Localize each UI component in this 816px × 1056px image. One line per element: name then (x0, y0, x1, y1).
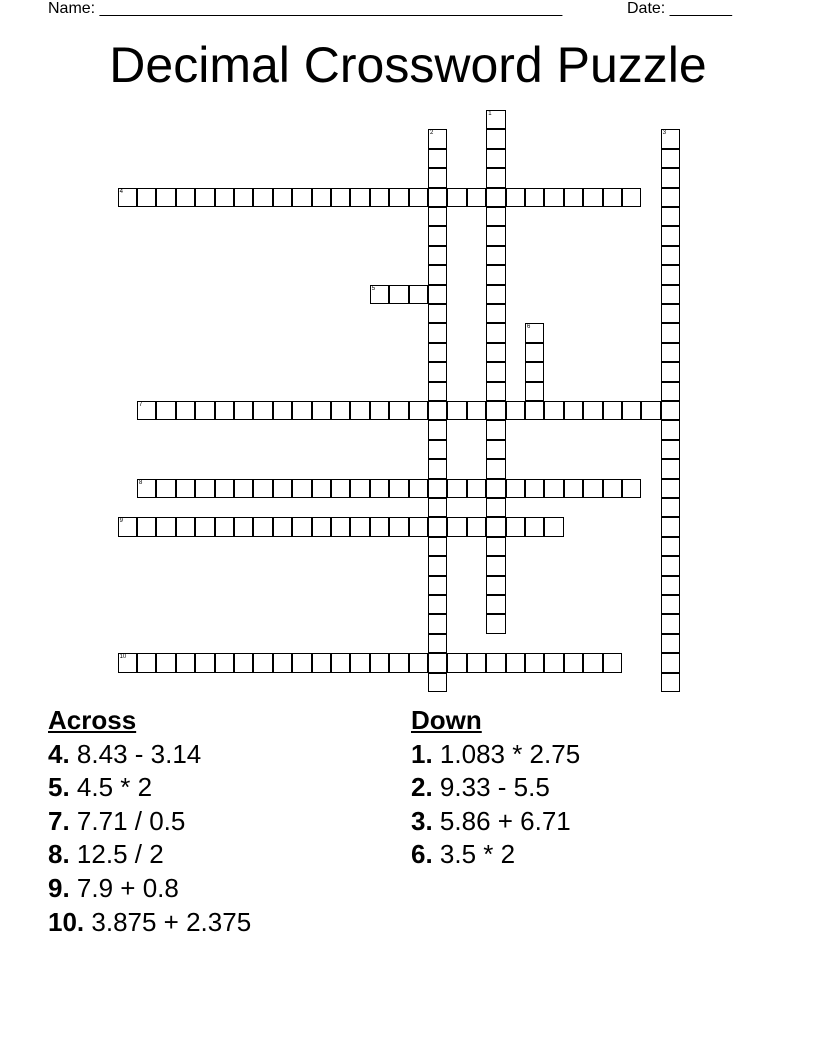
crossword-cell[interactable] (622, 479, 641, 498)
crossword-cell[interactable] (486, 479, 505, 498)
crossword-cell[interactable] (661, 673, 680, 692)
crossword-cell[interactable] (544, 401, 563, 420)
clue-number: 10. (48, 906, 85, 937)
cell-number: 8 (139, 479, 143, 486)
crossword-cell[interactable] (195, 479, 214, 498)
crossword-cell[interactable] (292, 188, 311, 207)
crossword-cell[interactable] (350, 401, 369, 420)
crossword-cell[interactable] (273, 517, 292, 536)
crossword-cell[interactable] (253, 479, 272, 498)
crossword-cell[interactable] (350, 479, 369, 498)
clue-text: 9.33 - 5.5 (439, 772, 550, 803)
crossword-cell[interactable] (525, 188, 544, 207)
crossword-cell[interactable] (447, 401, 466, 420)
down-heading: Down (411, 705, 482, 735)
crossword-cell[interactable] (622, 401, 641, 420)
crossword-cell[interactable] (118, 517, 137, 536)
crossword-cell[interactable] (137, 401, 156, 420)
clue-text: 7.71 / 0.5 (76, 805, 186, 836)
crossword-cell[interactable] (215, 653, 234, 672)
cell-number: 5 (371, 285, 376, 292)
crossword-cell[interactable] (331, 188, 350, 207)
crossword-cell[interactable] (428, 479, 447, 498)
crossword-cell[interactable] (525, 343, 544, 362)
crossword-cell[interactable] (312, 653, 331, 672)
crossword-cell[interactable] (467, 401, 486, 420)
crossword-cell[interactable] (486, 401, 505, 420)
crossword-cell[interactable] (253, 188, 272, 207)
crossword-cell[interactable] (156, 517, 175, 536)
crossword-cell[interactable] (195, 188, 214, 207)
crossword-cell[interactable] (506, 653, 525, 672)
crossword-cell[interactable] (350, 188, 369, 207)
crossword-cell[interactable] (622, 188, 641, 207)
crossword-cell[interactable] (661, 362, 680, 381)
crossword-cell[interactable] (486, 265, 505, 284)
crossword-cell[interactable] (370, 517, 389, 536)
crossword-cell[interactable] (331, 401, 350, 420)
crossword-cell[interactable] (428, 168, 447, 187)
crossword-cell[interactable] (661, 537, 680, 556)
crossword-cell[interactable] (447, 479, 466, 498)
crossword-cell[interactable] (467, 517, 486, 536)
crossword-cell[interactable] (428, 382, 447, 401)
clue-number: 2. (411, 772, 433, 803)
crossword-cell[interactable] (389, 517, 408, 536)
crossword-cell[interactable] (428, 595, 447, 614)
crossword-cell[interactable] (273, 479, 292, 498)
crossword-cell[interactable] (603, 401, 622, 420)
crossword-cell[interactable] (370, 479, 389, 498)
crossword-cell[interactable] (661, 440, 680, 459)
crossword-cell[interactable] (215, 188, 234, 207)
crossword-cell[interactable] (273, 188, 292, 207)
crossword-cell[interactable] (253, 653, 272, 672)
clue-across-5 (48, 771, 251, 805)
crossword-cell[interactable] (661, 129, 680, 148)
crossword-cell[interactable] (661, 401, 680, 420)
crossword-cell[interactable] (428, 459, 447, 478)
crossword-cell[interactable] (661, 285, 680, 304)
cell-number: 7 (139, 402, 143, 408)
crossword-cell[interactable] (486, 304, 505, 323)
crossword-cell[interactable] (428, 226, 447, 245)
crossword-cell[interactable] (370, 401, 389, 420)
clue-text: 3.5 * 2 (439, 839, 516, 870)
clue-across-9 (48, 872, 251, 906)
crossword-cell[interactable] (428, 285, 447, 304)
crossword-cell[interactable] (661, 498, 680, 517)
clue-text: 3.875 + 2.375 (91, 906, 252, 937)
cell-number: 3 (662, 130, 667, 137)
crossword-cell[interactable] (525, 323, 544, 342)
crossword-cell[interactable] (331, 479, 350, 498)
crossword-cell[interactable] (215, 479, 234, 498)
crossword-cell[interactable] (292, 517, 311, 536)
clue-number: 7. (48, 805, 70, 836)
crossword-cell[interactable] (525, 401, 544, 420)
crossword-cell[interactable] (215, 517, 234, 536)
crossword-cell[interactable] (428, 634, 447, 653)
crossword-cell[interactable] (176, 517, 195, 536)
clue-down-3 (411, 805, 580, 839)
crossword-cell[interactable] (486, 498, 505, 517)
down-clues (411, 704, 580, 872)
crossword-cell[interactable] (234, 517, 253, 536)
crossword-cell[interactable] (564, 401, 583, 420)
crossword-cell[interactable] (661, 323, 680, 342)
crossword-cell[interactable] (234, 653, 253, 672)
crossword-cell[interactable] (176, 188, 195, 207)
crossword-cell[interactable] (118, 188, 137, 207)
clue-down-6 (411, 838, 580, 872)
crossword-cell[interactable] (409, 517, 428, 536)
crossword-cell[interactable] (661, 595, 680, 614)
crossword-cell[interactable] (312, 401, 331, 420)
crossword-cell[interactable] (525, 517, 544, 536)
clue-text: 1.083 * 2.75 (439, 738, 581, 769)
crossword-cell[interactable] (661, 653, 680, 672)
cell-number: 6 (527, 324, 531, 331)
crossword-cell[interactable] (583, 479, 602, 498)
crossword-cell[interactable] (486, 129, 505, 148)
crossword-cell[interactable] (486, 382, 505, 401)
clue-across-10 (48, 906, 251, 940)
crossword-cell[interactable] (331, 653, 350, 672)
crossword-cell[interactable] (156, 401, 175, 420)
clue-text: 4.5 * 2 (76, 772, 153, 803)
crossword-cell[interactable] (661, 168, 680, 187)
crossword-cell[interactable] (661, 459, 680, 478)
clue-down-2 (411, 771, 580, 805)
crossword-cell[interactable] (486, 110, 505, 129)
crossword-cell[interactable] (428, 129, 447, 148)
crossword-cell[interactable] (370, 188, 389, 207)
crossword-cell[interactable] (176, 401, 195, 420)
crossword-cell[interactable] (409, 479, 428, 498)
crossword-cell[interactable] (428, 614, 447, 633)
crossword-cell[interactable] (661, 207, 680, 226)
crossword-cell[interactable] (409, 401, 428, 420)
crossword-cell[interactable] (661, 634, 680, 653)
crossword-cell[interactable] (447, 517, 466, 536)
cell-number: 4 (119, 188, 123, 195)
crossword-cell[interactable] (661, 479, 680, 498)
cell-number: 10 (119, 654, 127, 661)
clue-across-8 (48, 838, 251, 872)
crossword-cell[interactable] (156, 653, 175, 672)
crossword-cell[interactable] (234, 479, 253, 498)
crossword-cell[interactable] (506, 517, 525, 536)
crossword-cell[interactable] (486, 595, 505, 614)
crossword-cell[interactable] (661, 420, 680, 439)
crossword-cell[interactable] (506, 479, 525, 498)
crossword-cell[interactable] (544, 479, 563, 498)
crossword-cell[interactable] (661, 382, 680, 401)
crossword-cell[interactable] (350, 517, 369, 536)
crossword-cell[interactable] (312, 188, 331, 207)
crossword-cell[interactable] (486, 537, 505, 556)
clue-number: 3. (411, 805, 433, 836)
crossword-cell[interactable] (176, 479, 195, 498)
crossword-cell[interactable] (661, 343, 680, 362)
crossword-cell[interactable] (486, 459, 505, 478)
clue-text: 8.43 - 3.14 (76, 738, 202, 769)
crossword-cell[interactable] (156, 479, 175, 498)
crossword-cell[interactable] (486, 149, 505, 168)
crossword-cell[interactable] (292, 401, 311, 420)
cell-number: 9 (119, 518, 123, 525)
crossword-cell[interactable] (409, 653, 428, 672)
crossword-cell[interactable] (428, 265, 447, 284)
crossword-cell[interactable] (525, 362, 544, 381)
crossword-cell[interactable] (428, 149, 447, 168)
crossword-cell[interactable] (486, 168, 505, 187)
clue-text: 12.5 / 2 (76, 839, 164, 870)
crossword-cell[interactable] (544, 653, 563, 672)
crossword-cell[interactable] (661, 304, 680, 323)
crossword-cell[interactable] (428, 498, 447, 517)
crossword-cell[interactable] (409, 285, 428, 304)
crossword-cell[interactable] (176, 653, 195, 672)
crossword-cell[interactable] (137, 188, 156, 207)
crossword-cell[interactable] (603, 188, 622, 207)
crossword-cell[interactable] (350, 653, 369, 672)
crossword-cell[interactable] (486, 343, 505, 362)
crossword-cell[interactable] (312, 517, 331, 536)
crossword-cell[interactable] (370, 285, 389, 304)
crossword-cell[interactable] (428, 188, 447, 207)
crossword-cell[interactable] (292, 479, 311, 498)
crossword-cell[interactable] (661, 576, 680, 595)
crossword-cell[interactable] (447, 653, 466, 672)
page-title: Decimal Crossword Puzzle (109, 37, 707, 93)
crossword-cell[interactable] (661, 265, 680, 284)
clue-number: 5. (48, 772, 70, 803)
crossword-cell[interactable] (661, 556, 680, 575)
clue-text: 7.9 + 0.8 (76, 872, 179, 903)
crossword-cell[interactable] (661, 246, 680, 265)
across-heading: Across (48, 705, 137, 735)
crossword-cell[interactable] (428, 576, 447, 595)
crossword-cell[interactable] (331, 517, 350, 536)
crossword-cell[interactable] (486, 207, 505, 226)
crossword-cell[interactable] (234, 188, 253, 207)
clue-down-1 (411, 738, 580, 772)
name-field-label: Name: ____________________________________________________ (48, 0, 563, 17)
crossword-cell[interactable] (195, 653, 214, 672)
crossword-cell[interactable] (370, 653, 389, 672)
crossword-cell[interactable] (506, 188, 525, 207)
crossword-cell[interactable] (486, 362, 505, 381)
crossword-cell[interactable] (525, 653, 544, 672)
crossword-cell[interactable] (137, 653, 156, 672)
crossword-cell[interactable] (273, 401, 292, 420)
crossword-cell[interactable] (583, 188, 602, 207)
crossword-cell[interactable] (467, 188, 486, 207)
crossword-cell[interactable] (428, 343, 447, 362)
crossword-cell[interactable] (564, 188, 583, 207)
crossword-cell[interactable] (428, 556, 447, 575)
cell-number: 1 (488, 111, 492, 117)
crossword-cell[interactable] (603, 479, 622, 498)
clue-number: 1. (411, 738, 433, 769)
crossword-cell[interactable] (409, 188, 428, 207)
crossword-cell[interactable] (564, 479, 583, 498)
crossword-cell[interactable] (486, 440, 505, 459)
crossword-cell[interactable] (389, 188, 408, 207)
crossword-cell[interactable] (486, 653, 505, 672)
crossword-cell[interactable] (428, 304, 447, 323)
crossword-cell[interactable] (253, 517, 272, 536)
crossword-cell[interactable] (428, 246, 447, 265)
crossword-cell[interactable] (486, 188, 505, 207)
crossword-cell[interactable] (292, 653, 311, 672)
crossword-cell[interactable] (486, 614, 505, 633)
crossword-cell[interactable] (312, 479, 331, 498)
crossword-cell[interactable] (661, 188, 680, 207)
clue-across-7 (48, 805, 251, 839)
clue-number: 9. (48, 872, 70, 903)
crossword-cell[interactable] (486, 517, 505, 536)
crossword-cell[interactable] (486, 576, 505, 595)
crossword-cell[interactable] (428, 673, 447, 692)
crossword-cell[interactable] (215, 401, 234, 420)
crossword-cell[interactable] (389, 401, 408, 420)
crossword-cell[interactable] (428, 517, 447, 536)
crossword-cell[interactable] (253, 401, 272, 420)
crossword-cell[interactable] (467, 653, 486, 672)
crossword-cell[interactable] (428, 420, 447, 439)
crossword-cell[interactable] (389, 285, 408, 304)
crossword-cell[interactable] (467, 479, 486, 498)
crossword-cell[interactable] (583, 653, 602, 672)
crossword-cell[interactable] (486, 246, 505, 265)
crossword-cell[interactable] (661, 517, 680, 536)
crossword-cell[interactable] (583, 401, 602, 420)
crossword-cell[interactable] (428, 207, 447, 226)
crossword-cell[interactable] (486, 285, 505, 304)
crossword-cell[interactable] (428, 653, 447, 672)
crossword-cell[interactable] (486, 556, 505, 575)
crossword-cell[interactable] (234, 401, 253, 420)
crossword-cell[interactable] (544, 517, 563, 536)
crossword-cell[interactable] (195, 401, 214, 420)
crossword-cell[interactable] (486, 226, 505, 245)
crossword-cell[interactable] (428, 440, 447, 459)
crossword-cell[interactable] (525, 479, 544, 498)
cell-number: 2 (430, 130, 434, 137)
crossword-cell[interactable] (389, 653, 408, 672)
clue-across-4 (48, 738, 251, 772)
date-field-label: Date: _______ (627, 0, 732, 17)
crossword-cell[interactable] (661, 226, 680, 245)
crossword-cell[interactable] (195, 517, 214, 536)
crossword-cell[interactable] (428, 537, 447, 556)
crossword-cell[interactable] (506, 401, 525, 420)
crossword-cell[interactable] (389, 479, 408, 498)
across-clues (48, 704, 251, 939)
crossword-cell[interactable] (486, 323, 505, 342)
crossword-cell[interactable] (447, 188, 466, 207)
crossword-cell[interactable] (137, 479, 156, 498)
crossword-cell[interactable] (661, 614, 680, 633)
clue-number: 8. (48, 839, 70, 870)
crossword-cell[interactable] (661, 149, 680, 168)
crossword-cell[interactable] (603, 653, 622, 672)
crossword-cell[interactable] (156, 188, 175, 207)
crossword-cell[interactable] (428, 362, 447, 381)
clue-number: 4. (48, 738, 70, 769)
crossword-cell[interactable] (273, 653, 292, 672)
clue-number: 6. (411, 839, 433, 870)
crossword-cell[interactable] (118, 653, 137, 672)
crossword-cell[interactable] (137, 517, 156, 536)
crossword-cell[interactable] (428, 401, 447, 420)
crossword-cell[interactable] (486, 420, 505, 439)
crossword-cell[interactable] (564, 653, 583, 672)
crossword-cell[interactable] (525, 382, 544, 401)
crossword-cell[interactable] (544, 188, 563, 207)
crossword-cell[interactable] (641, 401, 660, 420)
clue-text: 5.86 + 6.71 (439, 805, 571, 836)
crossword-cell[interactable] (428, 323, 447, 342)
